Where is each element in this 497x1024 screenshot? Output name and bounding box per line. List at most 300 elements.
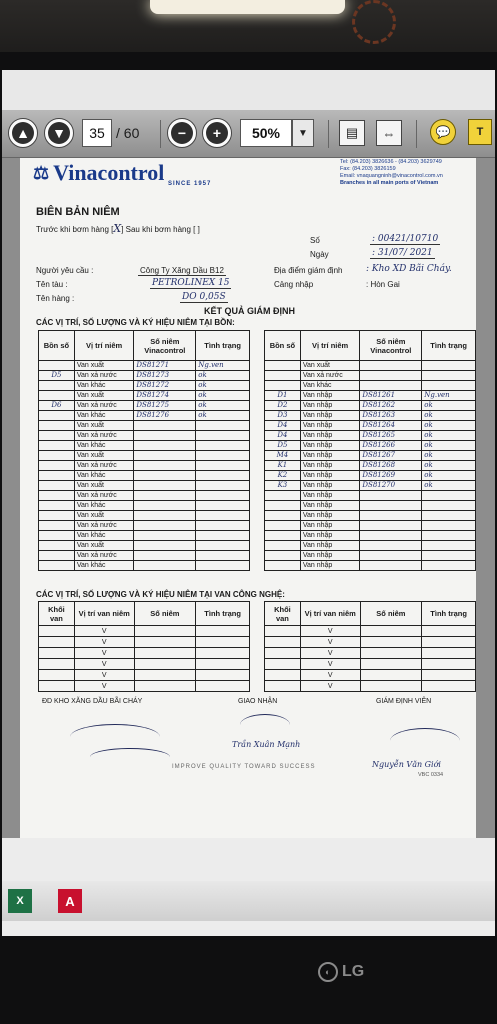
status-cell	[196, 531, 250, 541]
table-row	[39, 648, 250, 659]
valve-block-cell	[39, 681, 75, 692]
valve-position-cell: V	[74, 637, 134, 648]
previous-page-button[interactable]	[8, 118, 38, 148]
valve-status-cell	[196, 659, 250, 670]
status-cell: ok	[422, 471, 476, 481]
position-cell: Van nhập	[300, 421, 360, 431]
table-row	[265, 541, 476, 551]
valve-block-cell	[39, 659, 75, 670]
ship-label: Tên tàu :	[36, 280, 68, 289]
valve-block-cell	[265, 626, 301, 637]
tank-cell	[39, 541, 75, 551]
seal-number-cell	[360, 541, 422, 551]
excel-taskbar-icon[interactable]: X	[8, 889, 32, 913]
tank-cell	[265, 551, 301, 561]
table-row	[39, 411, 250, 421]
seal-number-cell	[134, 531, 196, 541]
table-row	[39, 431, 250, 441]
col-valve-seal: Số niêm	[360, 602, 422, 626]
position-cell: Van nhập	[300, 511, 360, 521]
table-row	[265, 511, 476, 521]
chevron-down-icon: ▼	[298, 127, 308, 139]
seal-number-cell	[360, 371, 422, 381]
valve-seal-cell	[134, 648, 196, 659]
zoom-dropdown-button[interactable]	[292, 119, 314, 147]
tank-cell	[39, 531, 75, 541]
zoom-out-button[interactable]	[167, 118, 197, 148]
position-cell: Van nhập	[300, 531, 360, 541]
valve-seal-cell	[134, 637, 196, 648]
table-row	[265, 648, 476, 659]
position-cell: Van nhập	[300, 471, 360, 481]
ceiling-light	[150, 0, 345, 14]
status-cell	[196, 511, 250, 521]
status-cell: ok	[422, 461, 476, 471]
position-cell: Van xả nước	[74, 461, 134, 471]
windows-taskbar	[2, 881, 495, 921]
zoom-in-button[interactable]	[202, 118, 232, 148]
status-cell: ok	[196, 401, 250, 411]
seal-number-cell: DS81267	[360, 451, 422, 461]
table-row	[265, 461, 476, 471]
valve-seal-table-right	[264, 601, 476, 692]
valve-status-cell	[196, 648, 250, 659]
valve-seal-cell	[360, 637, 422, 648]
footer-slogan: IMPROVE QUALITY TOWARD SUCCESS	[172, 764, 316, 770]
seal-number-cell	[360, 361, 422, 371]
seal-number-cell: DS81275	[134, 401, 196, 411]
tank-cell	[39, 461, 75, 471]
next-page-preview	[20, 798, 476, 838]
seal-number-cell: DS81269	[360, 471, 422, 481]
status-cell: ok	[422, 481, 476, 491]
valve-position-cell: V	[74, 670, 134, 681]
goods-value: DO 0,05S	[182, 292, 226, 302]
valve-position-cell: V	[74, 626, 134, 637]
seal-number-cell	[360, 501, 422, 511]
table-row	[39, 371, 250, 381]
before-pump-label: Trước khi bơm hàng [	[36, 225, 114, 234]
plus-icon: +	[206, 122, 228, 144]
header-contact	[340, 159, 443, 187]
position-cell: Van xả nước	[74, 401, 134, 411]
fit-page-icon: ▤	[345, 125, 359, 140]
col-status: Tình trạng	[422, 331, 476, 361]
tank-cell	[39, 551, 75, 561]
position-cell: Van xuất	[74, 421, 134, 431]
table-row	[39, 421, 250, 431]
col-status: Tình trạng	[196, 331, 250, 361]
valve-block-cell	[265, 637, 301, 648]
seal-number-cell	[360, 551, 422, 561]
table-row	[39, 541, 250, 551]
tank-cell	[39, 491, 75, 501]
so-label: Số	[310, 236, 320, 245]
valve-status-cell	[422, 626, 476, 637]
tank-cell	[39, 381, 75, 391]
position-cell: Van xả nước	[74, 521, 134, 531]
table-row	[265, 411, 476, 421]
table-row	[39, 441, 250, 451]
position-cell: Van khác	[74, 501, 134, 511]
table-row	[265, 401, 476, 411]
tank-cell	[265, 511, 301, 521]
status-cell	[196, 451, 250, 461]
seal-number-cell: DS81261	[360, 391, 422, 401]
table-row	[265, 551, 476, 561]
goods-label: Tên hàng :	[36, 294, 75, 303]
valve-seal-cell	[360, 670, 422, 681]
table-row	[39, 391, 250, 401]
seal-number-cell	[134, 451, 196, 461]
valve-position-cell: V	[300, 659, 360, 670]
valve-status-cell	[422, 659, 476, 670]
fit-page-button[interactable]	[339, 120, 365, 146]
tank-cell: D1	[265, 391, 301, 401]
position-cell: Van nhập	[300, 401, 360, 411]
valve-position-cell: V	[74, 659, 134, 670]
lg-logo-icon: ◐	[318, 962, 338, 982]
seal-number-cell	[134, 461, 196, 471]
seal-number-cell: DS81266	[360, 441, 422, 451]
position-cell: Van xả nước	[74, 431, 134, 441]
vinacontrol-logo	[33, 160, 164, 186]
page-total-label: / 60	[116, 125, 140, 141]
seal-number-cell	[360, 561, 422, 571]
valve-seal-cell	[360, 648, 422, 659]
status-cell	[422, 531, 476, 541]
status-cell	[196, 421, 250, 431]
table-row	[39, 471, 250, 481]
location-value: : Kho XD Bãi Cháy.	[366, 264, 452, 274]
table-row	[265, 681, 476, 692]
valve-seal-cell	[134, 626, 196, 637]
table-row	[265, 451, 476, 461]
tank-cell	[39, 411, 75, 421]
position-cell: Van nhập	[300, 491, 360, 501]
tank-cell	[39, 361, 75, 371]
seal-number-cell: DS81264	[360, 421, 422, 431]
valve-position-cell: V	[74, 648, 134, 659]
text-note-button[interactable]	[468, 119, 492, 145]
valve-position-cell: V	[300, 648, 360, 659]
table-row	[265, 561, 476, 571]
requester-value: Công Ty Xăng Dầu B12	[140, 266, 224, 275]
status-cell	[196, 461, 250, 471]
seal-number-cell: DS81273	[134, 371, 196, 381]
status-cell	[422, 551, 476, 561]
table-row	[39, 461, 250, 471]
tank-cell	[39, 451, 75, 461]
port-label: Cảng nhập	[274, 280, 314, 289]
table-row	[39, 361, 250, 371]
signature-depot	[70, 724, 160, 750]
contact-branches: Branches in all main ports of Vietnam	[340, 180, 439, 186]
valve-position-cell: V	[300, 670, 360, 681]
position-cell: Van nhập	[300, 551, 360, 561]
position-cell: Van nhập	[300, 411, 360, 421]
document-viewer[interactable]	[2, 158, 495, 838]
arrow-up-icon: ▲	[12, 122, 34, 144]
tank-cell	[39, 521, 75, 531]
section-tanks-title: CÁC VỊ TRÍ, SỐ LƯỢNG VÀ KÝ HIỆU NIÊM TẠI BỒN:	[36, 318, 235, 327]
status-cell: ok	[422, 421, 476, 431]
tank-seal-table-left	[38, 330, 250, 571]
table-row	[39, 491, 250, 501]
zoom-level-field[interactable]: 50%	[240, 119, 292, 147]
position-cell: Van nhập	[300, 501, 360, 511]
seal-number-cell	[360, 531, 422, 541]
tank-seal-table-right	[264, 330, 476, 571]
table-row	[39, 626, 250, 637]
logo-since: SINCE 1957	[168, 181, 212, 187]
seal-number-cell	[134, 481, 196, 491]
position-cell: Van xuất	[74, 481, 134, 491]
signature-delivery	[240, 714, 290, 736]
seal-number-cell: DS81271	[134, 361, 196, 371]
status-cell	[196, 521, 250, 531]
status-cell: ok	[422, 431, 476, 441]
table-row	[39, 401, 250, 411]
col-seal-number: Số niêm Vinacontrol	[134, 331, 196, 361]
toolbar-separator	[160, 120, 161, 148]
seal-number-cell	[360, 511, 422, 521]
position-cell: Van xả nước	[74, 491, 134, 501]
tank-cell	[265, 531, 301, 541]
seal-number-cell: DS81272	[134, 381, 196, 391]
seal-number-cell	[134, 541, 196, 551]
signature-inspector	[390, 728, 460, 754]
monitor-brand-logo	[318, 962, 364, 982]
valve-position-cell: V	[74, 681, 134, 692]
tank-cell: M4	[265, 451, 301, 461]
position-cell: Van khác	[300, 381, 360, 391]
valve-seal-cell	[360, 626, 422, 637]
tank-cell: K2	[265, 471, 301, 481]
seal-number-cell: DS81262	[360, 401, 422, 411]
position-cell: Van xuất	[74, 511, 134, 521]
after-pump-label: ] Sau khi bơm hàng [ ]	[121, 225, 200, 234]
seal-number-cell: DS81274	[134, 391, 196, 401]
table-row	[265, 481, 476, 491]
valve-status-cell	[196, 681, 250, 692]
valve-seal-cell	[360, 681, 422, 692]
contact-email: Email: vnaquangninh@vinacontrol.com.vn	[340, 173, 443, 179]
tank-cell	[39, 501, 75, 511]
status-cell: ok	[422, 411, 476, 421]
status-cell: ok	[422, 451, 476, 461]
position-cell: Van nhập	[300, 481, 360, 491]
seal-number-cell	[134, 501, 196, 511]
valve-block-cell	[265, 681, 301, 692]
table-row	[39, 659, 250, 670]
tank-cell	[39, 511, 75, 521]
valve-block-cell	[39, 648, 75, 659]
signature-delivery-name: Trần Xuân Mạnh	[232, 740, 301, 749]
status-cell	[196, 471, 250, 481]
minus-icon: −	[171, 122, 193, 144]
valve-seal-table-left	[38, 601, 250, 692]
wall-clock	[352, 0, 396, 44]
signature-depot-stroke	[90, 748, 170, 766]
valve-block-cell	[265, 670, 301, 681]
valve-position-cell: V	[300, 637, 360, 648]
table-row	[265, 391, 476, 401]
col-valve-status: Tình trạng	[422, 602, 476, 626]
valve-block-cell	[39, 670, 75, 681]
fit-width-button[interactable]	[376, 120, 402, 146]
requester-label: Người yêu cầu :	[36, 266, 94, 275]
seal-number-cell	[134, 561, 196, 571]
pdf-toolbar	[2, 110, 495, 158]
seal-number-cell	[134, 491, 196, 501]
status-cell	[422, 501, 476, 511]
tank-cell	[265, 501, 301, 511]
valve-seal-cell	[134, 659, 196, 670]
position-cell: Van nhập	[300, 441, 360, 451]
seal-number-cell: DS81263	[360, 411, 422, 421]
col-valve-position: Vị trí van niêm	[74, 602, 134, 626]
tank-cell	[39, 561, 75, 571]
table-row	[265, 361, 476, 371]
tank-cell	[39, 441, 75, 451]
position-cell: Van nhập	[300, 431, 360, 441]
position-cell: Van xuất	[300, 361, 360, 371]
valve-seal-cell	[134, 681, 196, 692]
status-cell: ok	[196, 371, 250, 381]
table-row	[39, 511, 250, 521]
seal-number-cell	[134, 521, 196, 531]
position-cell: Van nhập	[300, 391, 360, 401]
position-cell: Van nhập	[300, 521, 360, 531]
pdf-reader-taskbar-icon[interactable]: A	[58, 889, 82, 913]
status-cell: Ng.ven	[422, 391, 476, 401]
status-cell	[422, 561, 476, 571]
valve-status-cell	[196, 670, 250, 681]
table-row	[39, 531, 250, 541]
col-valve-block: Khối van	[39, 602, 75, 626]
status-cell: ok	[422, 401, 476, 411]
seal-number-cell: DS81276	[134, 411, 196, 421]
status-cell: ok	[422, 441, 476, 451]
seal-number-cell	[360, 521, 422, 531]
status-cell	[196, 541, 250, 551]
next-page-button[interactable]	[44, 118, 74, 148]
valve-block-cell	[265, 648, 301, 659]
ngay-value: : 31/07/ 2021	[372, 248, 433, 258]
position-cell: Van nhập	[300, 461, 360, 471]
position-cell: Van xả nước	[300, 371, 360, 381]
seal-number-cell	[134, 431, 196, 441]
valve-status-cell	[422, 637, 476, 648]
status-cell	[422, 511, 476, 521]
position-cell: Van nhập	[300, 561, 360, 571]
tank-cell	[265, 521, 301, 531]
room-background	[0, 0, 497, 58]
position-cell: Van xả nước	[74, 371, 134, 381]
table-row	[265, 521, 476, 531]
seal-number-cell	[134, 511, 196, 521]
table-row	[39, 501, 250, 511]
comment-button[interactable]	[430, 119, 456, 145]
status-cell: ok	[196, 411, 250, 421]
contact-tel: Tel: (84.203) 3826636 - (84.203) 3629749	[340, 159, 442, 165]
table-row	[265, 371, 476, 381]
tank-cell	[265, 541, 301, 551]
position-cell: Van xuất	[74, 361, 134, 371]
tank-cell	[39, 421, 75, 431]
col-seal-number: Số niêm Vinacontrol	[360, 331, 422, 361]
valve-status-cell	[422, 670, 476, 681]
tank-cell: D5	[39, 371, 75, 381]
position-cell: Van khác	[74, 441, 134, 451]
table-row	[265, 441, 476, 451]
position-cell: Van xuất	[74, 391, 134, 401]
tank-cell	[265, 361, 301, 371]
status-cell	[196, 491, 250, 501]
seal-number-cell	[360, 381, 422, 391]
port-value: : Hòn Gai	[366, 280, 400, 289]
page-number-input[interactable]: 35	[82, 119, 112, 147]
brand-text: LG	[342, 963, 365, 980]
valve-status-cell	[196, 626, 250, 637]
signature-title-inspector: GIÁM ĐỊNH VIÊN	[376, 698, 432, 705]
status-cell: ok	[196, 391, 250, 401]
table-row	[265, 531, 476, 541]
col-position: Vị trí niêm	[74, 331, 134, 361]
tank-cell	[39, 391, 75, 401]
toolbar-separator	[328, 120, 329, 148]
status-cell	[422, 361, 476, 371]
so-value: : 00421/10710	[372, 234, 439, 244]
status-cell	[196, 551, 250, 561]
table-row	[265, 491, 476, 501]
ngay-label: Ngày	[310, 250, 329, 259]
col-valve-block: Khối van	[265, 602, 301, 626]
status-cell	[422, 381, 476, 391]
valve-status-cell	[422, 648, 476, 659]
col-position: Vị trí niêm	[300, 331, 360, 361]
location-label: Địa điểm giám định	[274, 266, 343, 275]
tank-cell	[265, 561, 301, 571]
status-cell	[196, 431, 250, 441]
valve-position-cell: V	[300, 681, 360, 692]
tank-cell: D4	[265, 431, 301, 441]
inspector-code: VBC 0334	[418, 772, 444, 778]
status-cell	[196, 481, 250, 491]
seal-number-cell	[134, 551, 196, 561]
status-cell	[422, 371, 476, 381]
toolbar-separator	[416, 120, 417, 148]
table-row	[39, 381, 250, 391]
ship-value: PETROLINEX 15	[152, 278, 230, 288]
valve-block-cell	[39, 637, 75, 648]
logo-text: Vinacontrol	[53, 160, 165, 185]
table-row	[39, 451, 250, 461]
status-cell: Ng.ven	[196, 361, 250, 371]
table-row	[39, 681, 250, 692]
tank-cell: D4	[265, 421, 301, 431]
seal-number-cell: DS81265	[360, 431, 422, 441]
tank-cell	[39, 471, 75, 481]
seal-number-cell: DS81270	[360, 481, 422, 491]
valve-status-cell	[196, 637, 250, 648]
pump-status-line	[36, 222, 200, 235]
col-valve-status: Tình trạng	[196, 602, 250, 626]
table-row	[265, 381, 476, 391]
table-row	[39, 481, 250, 491]
table-row	[265, 471, 476, 481]
